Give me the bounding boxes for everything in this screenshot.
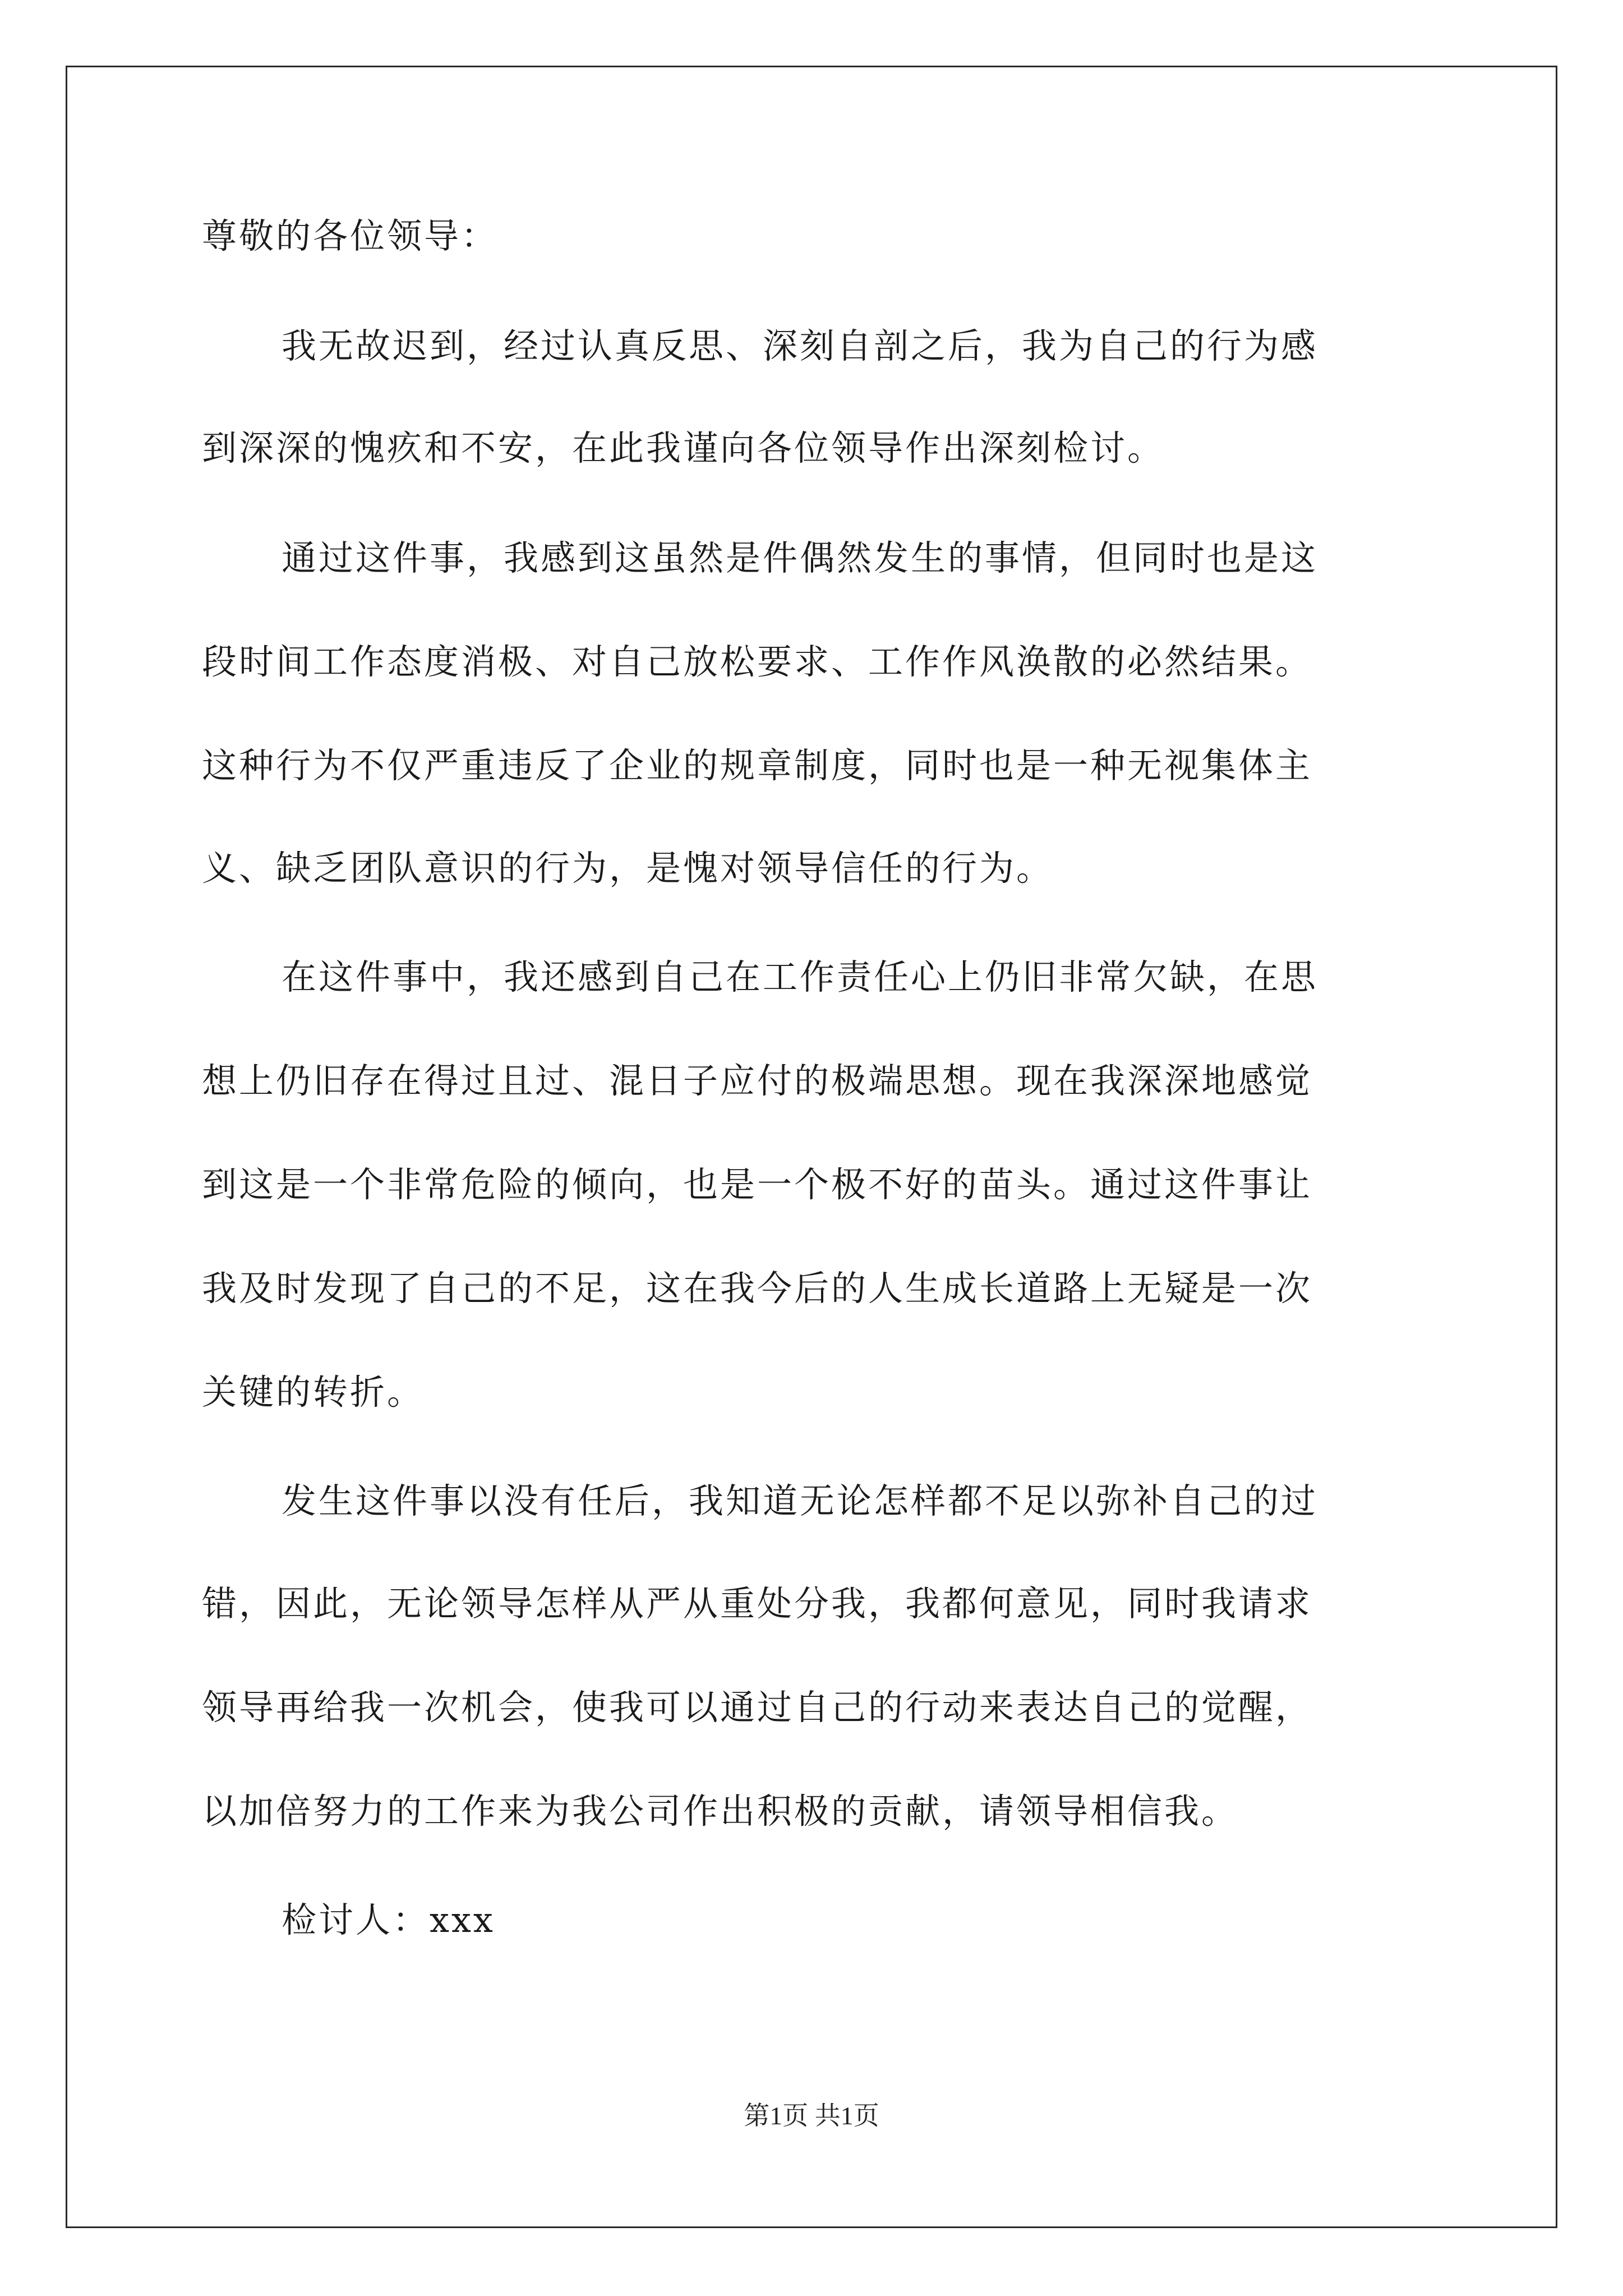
paragraph-line: 这种行为不仅严重违反了企业的规章制度，同时也是一种无视集体主 [202,745,1313,786]
paragraph-line: 段时间工作态度消极、对自己放松要求、工作作风涣散的必然结果。 [202,641,1313,682]
paragraph-line: 我及时发现了自己的不足，这在我今后的人生成长道路上无疑是一次 [202,1268,1313,1309]
signature: 检讨人：xxx [282,1899,495,1940]
paragraph-line: 义、缺乏团队意识的行为，是愧对领导信任的行为。 [202,848,1054,889]
paragraph-line: 我无故迟到，经过认真反思、深刻自剖之后，我为自己的行为感 [282,325,1318,366]
paragraph-line: 到这是一个非常危险的倾向，也是一个极不好的苗头。通过这件事让 [202,1164,1313,1205]
salutation: 尊敬的各位领导： [202,215,499,256]
paragraph-line: 到深深的愧疚和不安，在此我谨向各位领导作出深刻检讨。 [202,427,1165,468]
page-number: 第1页 共1页 [744,2101,879,2130]
paragraph-line: 错，因此，无论领导怎样从严从重处分我，我都何意见，同时我请求 [202,1583,1313,1624]
paragraph-line: 发生这件事以没有任后，我知道无论怎样都不足以弥补自己的过 [282,1480,1318,1521]
paragraph-line: 领导再给我一次机会，使我可以通过自己的行动来表达自己的觉醒， [202,1687,1313,1728]
paragraph-line: 想上仍旧存在得过且过、混日子应付的极端思想。现在我深深地感觉 [202,1060,1313,1101]
paragraph-line: 以加倍努力的工作来为我公司作出积极的贡献，请领导相信我。 [202,1791,1239,1832]
paragraph-line: 关键的转折。 [202,1372,425,1412]
paragraph-line: 通过这件事，我感到这虽然是件偶然发生的事情，但同时也是这 [282,537,1318,578]
paragraph-line: 在这件事中，我还感到自己在工作责任心上仍旧非常欠缺，在思 [282,956,1318,997]
